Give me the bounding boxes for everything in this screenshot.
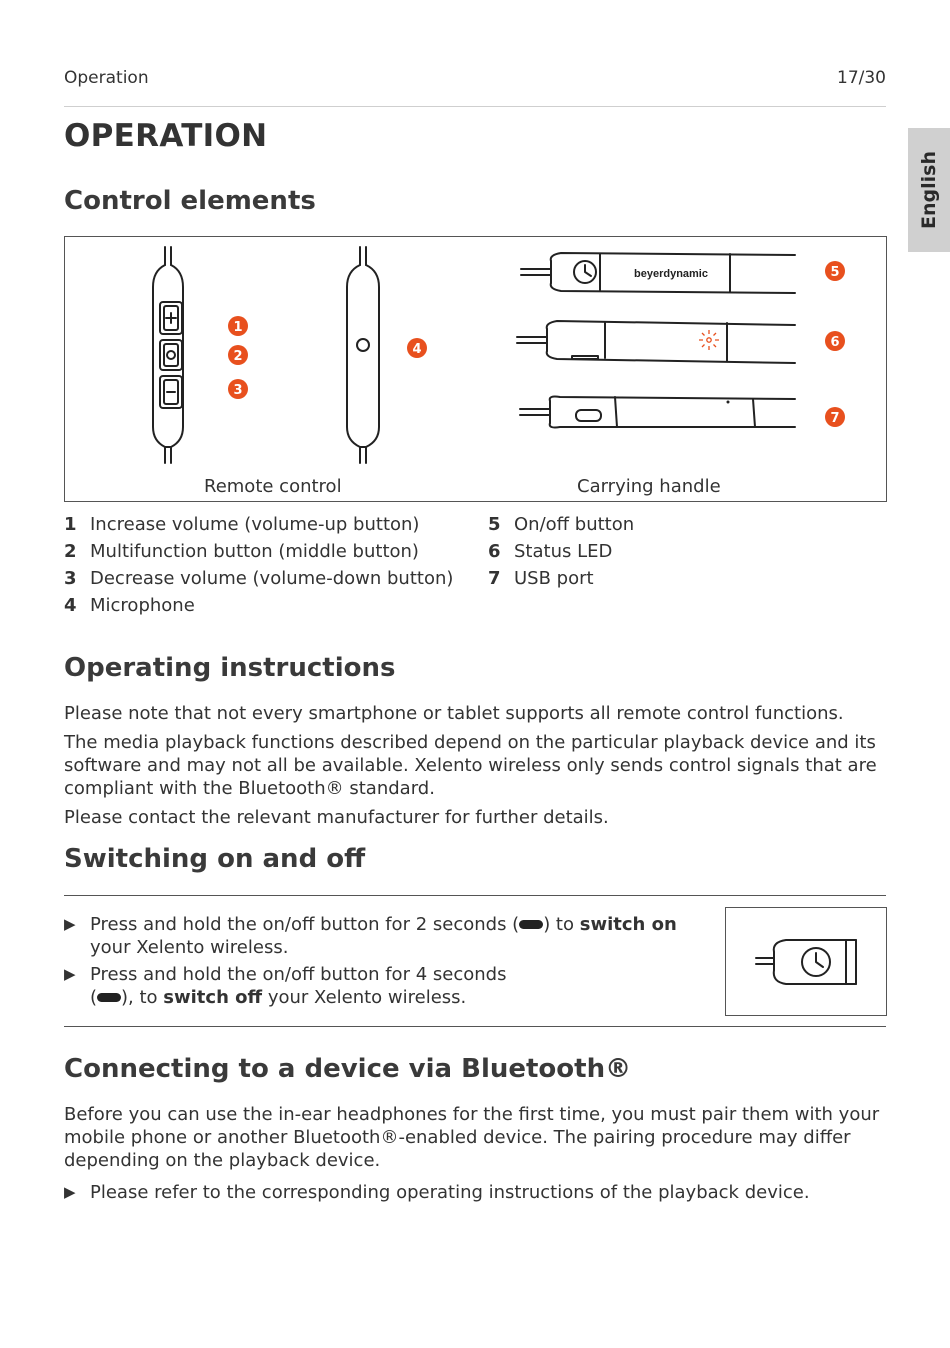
legend-right [488, 514, 634, 595]
legend-item: 7 USB port [488, 568, 594, 589]
callout-5: 5 [830, 265, 840, 280]
on-off-button-illustration [726, 908, 886, 1015]
bullet-arrow-icon: ▶ [64, 1183, 76, 1201]
remote-control-back-drawing [347, 247, 379, 463]
operating-paragraph-2: The media playback functions described depend on the particular playback device and its software and may not all be available. Xelento wireless only sends control signals that are compliant with the Bluetooth® standard. [64, 732, 877, 799]
legend-item: 6 Status LED [488, 541, 613, 562]
handle-usb-drawing [520, 397, 795, 428]
handle-led-drawing [517, 321, 795, 363]
section-divider-bottom [64, 1026, 886, 1027]
switch-on-instruction: ▶ Press and hold the on/off button for 2 seconds ( ) to switch on your Xelento wireless. [64, 914, 677, 958]
bullet-arrow-icon: ▶ [64, 965, 76, 983]
led-indicator-icon [519, 920, 543, 929]
callout-4: 4 [412, 342, 422, 357]
language-tab-label: English [918, 151, 940, 229]
header-divider [64, 106, 886, 107]
running-header-section: Operation [64, 68, 149, 88]
legend-item: 2 Multifunction button (middle button) [64, 541, 419, 562]
operating-paragraph-3: Please contact the relevant manufacturer for further details. [64, 807, 609, 828]
control-elements-figure [64, 236, 887, 502]
brand-label: beyerdynamic [634, 268, 708, 280]
language-tab[interactable] [908, 128, 950, 252]
callout-6: 6 [830, 335, 840, 350]
led-indicator-icon [97, 993, 121, 1002]
bullet-arrow-icon: ▶ [64, 915, 76, 933]
control-elements-heading: Control elements [64, 186, 316, 216]
legend-left [64, 514, 453, 622]
callout-2: 2 [233, 349, 243, 364]
remote-control-front-drawing [153, 247, 183, 463]
operating-instructions-heading: Operating instructions [64, 653, 396, 683]
legend-item: 4 Microphone [64, 595, 195, 616]
led-sparkle-icon [699, 330, 719, 350]
operating-paragraph-1: Please note that not every smartphone or tablet supports all remote control functions. [64, 703, 844, 724]
legend-item: 3 Decrease volume (volume-down button) [64, 568, 454, 589]
bluetooth-paragraph: Before you can use the in-ear headphones for the first time, you must pair them with your mobile phone or another Bluetooth®-enabled device. The pairing procedure may differ depending on the playback device. [64, 1104, 880, 1171]
legend-item: 5 On/off button [488, 514, 635, 535]
switch-off-instruction: ▶ Press and hold the on/off button for 4 seconds ( ), to switch off your Xelento wireless. [64, 964, 507, 1008]
bluetooth-instruction: ▶ Please refer to the corresponding operating instructions of the playback device. [64, 1182, 810, 1203]
switching-heading: Switching on and off [64, 844, 366, 874]
callout-7: 7 [830, 411, 840, 426]
callout-1: 1 [233, 320, 243, 335]
callout-3: 3 [233, 383, 243, 398]
caption-carrying-handle: Carrying handle [577, 476, 721, 497]
on-off-button-figure [725, 907, 887, 1016]
control-elements-illustration [65, 237, 886, 501]
bluetooth-heading: Connecting to a device via Bluetooth® [64, 1054, 632, 1084]
page-number: 17/30 [837, 68, 886, 88]
legend-item: 1 Increase volume (volume-up button) [64, 514, 420, 535]
page-title: OPERATION [64, 118, 268, 154]
section-divider-top [64, 895, 886, 896]
caption-remote-control: Remote control [204, 476, 342, 497]
